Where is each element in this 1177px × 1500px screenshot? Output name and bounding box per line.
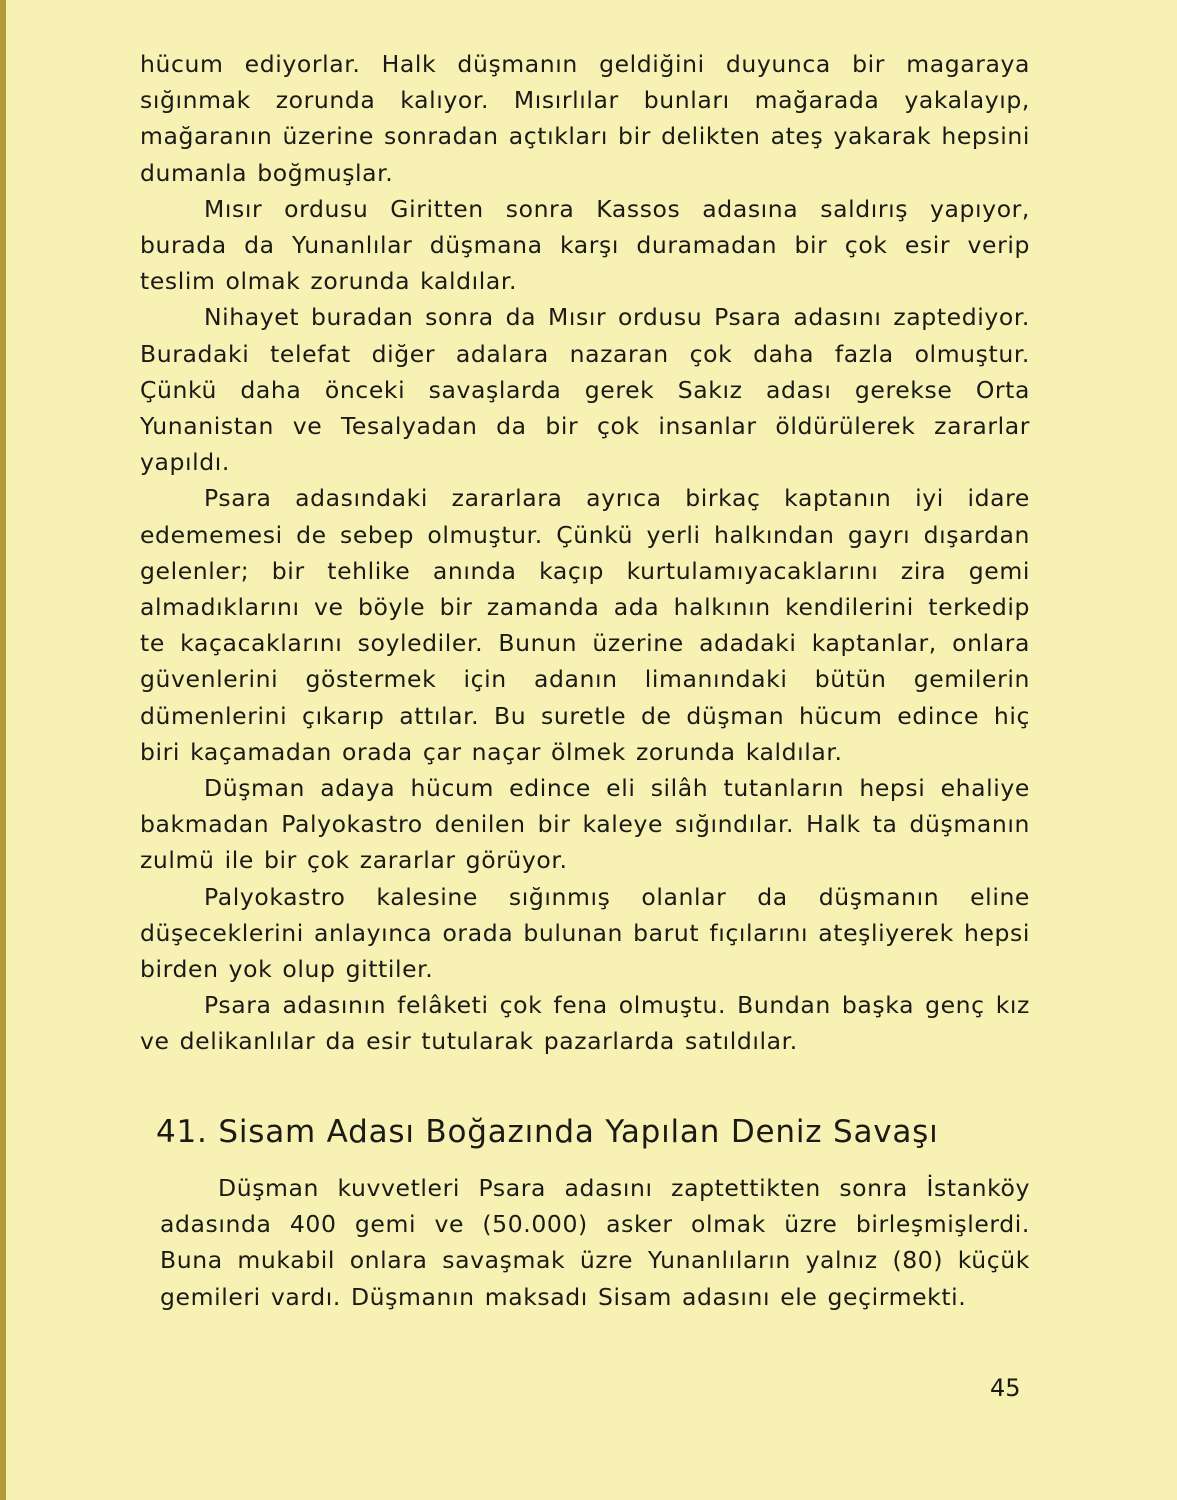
section-body [160, 1170, 1030, 1315]
paragraph-1: hücum ediyorlar. Halk düşmanın geldiğini duyunca bir magaraya sığınmak zorunda kalıyor. Mısırlılar bunları mağarada yakalayıp, mağaranın üzerine sonradan açtıkları bir delikten ateş yakarak hepsini dumanla boğmuşlar. [140, 50, 1030, 187]
paragraph-4: Psara adasındaki zararlara ayrıca birkaç kaptanın iyi idare edememesi de sebep olmuştur. Çünkü yerli halkından gayrı dışardan gelenler; bir tehlike anında kaçıp kurtulamıyacaklarını zira gemi almadıklarını ve böyle bir zamanda ada halkının kendilerini terkedip te kaçacaklarını soylediler. Bunun üzerine adadaki kaptanlar, onlara güvenlerini göstermek için adanın limanındaki bütün gemilerin dümenlerini çıkarıp attılar. Bu suretle de düşman hücum edince hiç biri kaçamadan orada çar naçar ölmek zorunda kaldılar. [140, 484, 1030, 766]
section-paragraph: Düşman kuvvetleri Psara adasını zaptettikten sonra İstanköy adasında 400 gemi ve (50.000) asker olmak üzre birleşmişlerdi. Buna mukabil onlara savaşmak üzre Yunanlıların yalnız (80) küçük gemileri vardı. Düşmanın maksadı Sisam adasını ele geçirmekti. [160, 1174, 1030, 1311]
page-number: 45 [990, 1374, 1021, 1402]
paragraph-2: Mısır ordusu Giritten sonra Kassos adasına saldırış yapıyor, burada da Yunanlılar düşmana karşı duramadan bir çok esir verip teslim olmak zorunda kaldılar. [140, 194, 1030, 296]
section-heading: 41. Sisam Adası Boğazında Yapılan Deniz Savaşı [156, 1114, 939, 1150]
body-text [140, 46, 1030, 1060]
paragraph-6: Palyokastro kalesine sığınmış olanlar da düşmanın eline düşeceklerini anlayınca orada bulunan barut fıçılarını ateşliyerek hepsi birden yok olup gittiler. [140, 882, 1030, 984]
paragraph-7: Psara adasının felâketi çok fena olmuştu. Bundan başka genç kız ve delikanlılar da esir tutularak pazarlarda satıldılar. [140, 991, 1030, 1056]
paragraph-3: Nihayet buradan sonra da Mısır ordusu Psara adasını zaptediyor. Buradaki telefat diğer adalara nazaran çok daha fazla olmuştur. Çünkü daha önceki savaşlarda gerek Sakız adası gerekse Orta Yunanistan ve Tesalyadan da bir çok insanlar öldürülerek zararlar yapıldı. [140, 303, 1030, 477]
paragraph-5: Düşman adaya hücum edince eli silâh tutanların hepsi ehaliye bakmadan Palyokastro denilen bir kaleye sığındılar. Halk ta düşmanın zulmü ile bir çok zararlar görüyor. [140, 774, 1030, 875]
